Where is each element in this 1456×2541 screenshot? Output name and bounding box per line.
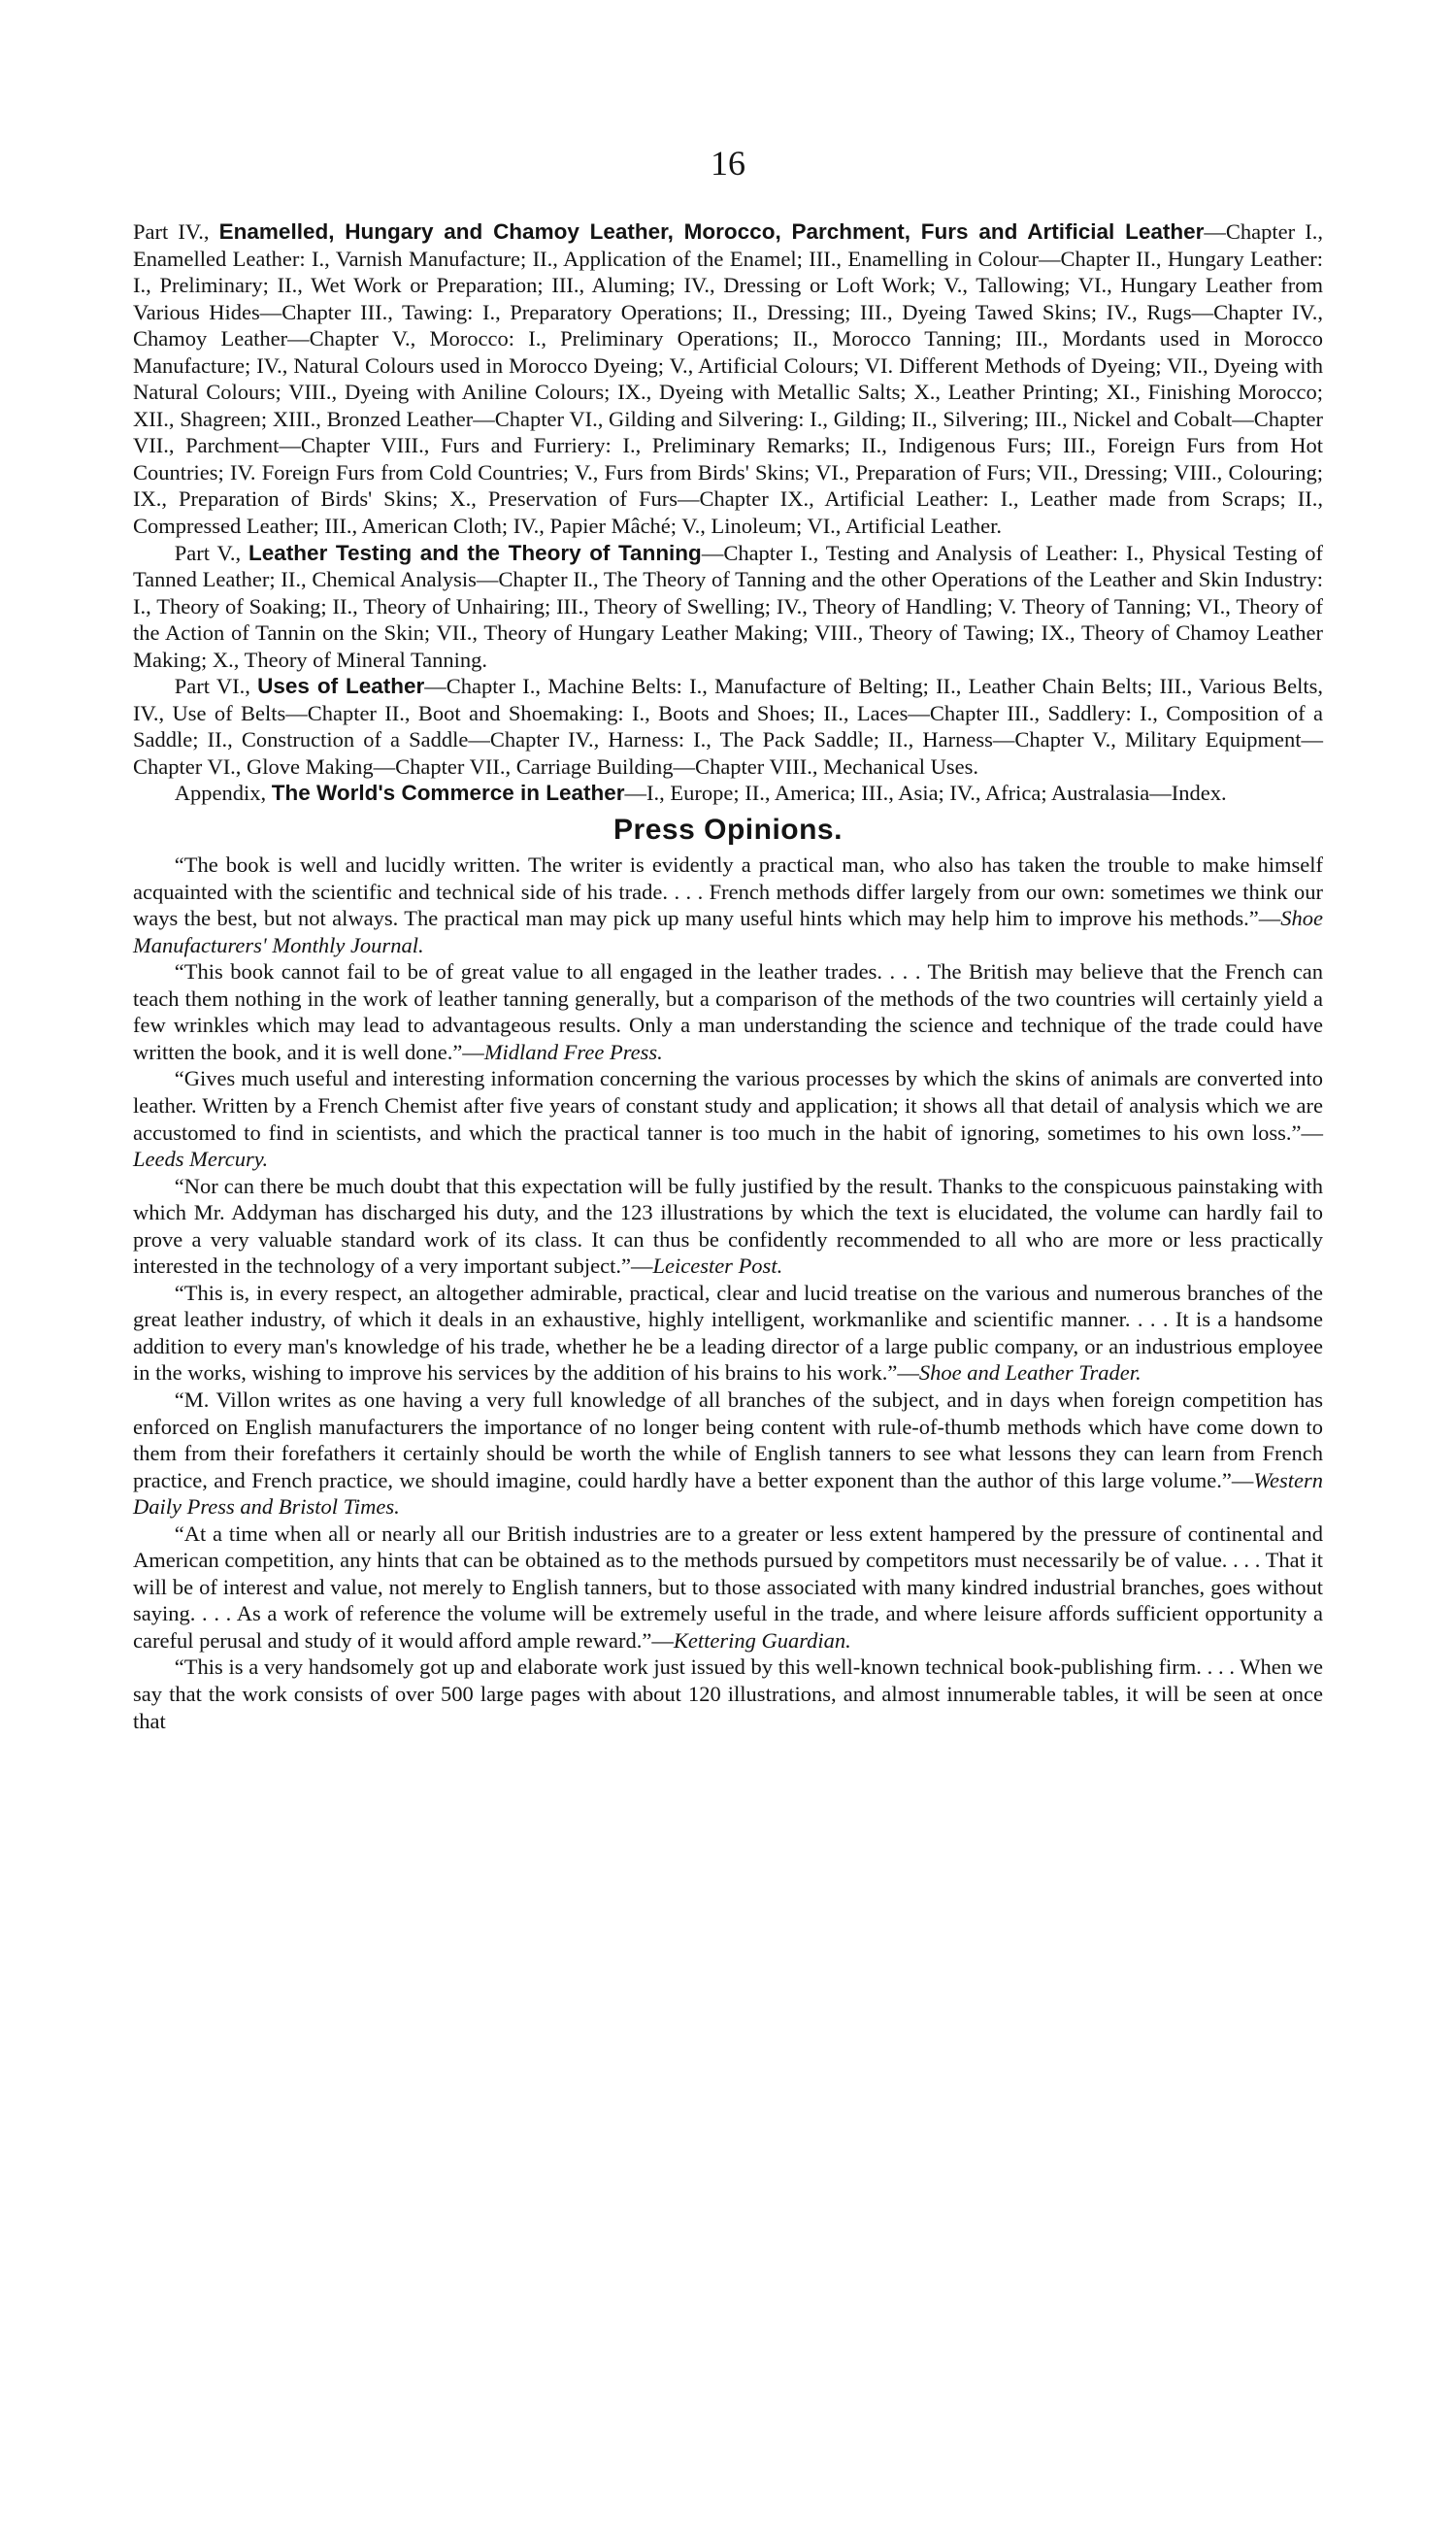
opinion-source: Shoe and Leather Trader. xyxy=(918,1360,1142,1386)
press-opinion xyxy=(133,1387,1323,1521)
part-heading: Leather Testing and the Theory of Tanning xyxy=(248,540,702,565)
press-opinion xyxy=(133,1173,1323,1280)
part-heading: Enamelled, Hungary and Chamoy Leather, Morocco, Parchment, Furs and Artificial Leather xyxy=(218,219,1205,244)
press-opinion xyxy=(133,958,1323,1065)
part-body: —I., Europe; II., America; III., Asia; IV., Africa; Australasia—Index. xyxy=(624,781,1227,806)
press-opinions-heading: Press Opinions. xyxy=(613,814,843,847)
contents-part-vi xyxy=(133,673,1323,780)
opinion-source: Midland Free Press. xyxy=(483,1039,663,1064)
opinion-text: “This is, in every respect, an altogether admirable, practical, clear and lucid treatise on the various and numerous branches of the great leather industry, of which it deals in an exhaustive, highly intelligent, workmanlike and scientific manner. . . . It is a handsome addition to every man's knowledge of his trade, whether he be a leading director of a large public company, or an industrious employee in the works, wishing to improve his services by the addition of his brains to his work.”— xyxy=(133,1280,1323,1386)
press-opinion xyxy=(133,852,1323,958)
contents-appendix xyxy=(133,780,1323,807)
part-body: —Chapter I., Machine Belts: I., Manufacture of Belting; II., Leather Chain Belts; III., Various Belts, IV., Use of Belts—Chapter II., Boot and Shoemaking: I., Boots and Shoes; II., Laces—Chapter III., Saddlery: I., Composition of a Saddle; II., Construction of a Saddle—Chapter IV., Harness: I., The Pack Saddle; II., Harness—Chapter V., Military Equipment—Chapter VI., Glove Making—Chapter VII., Carriage Building—Chapter VIII., Mechanical Uses. xyxy=(133,674,1323,779)
part-heading: Uses of Leather xyxy=(257,674,425,699)
opinion-source: Leicester Post. xyxy=(652,1254,783,1279)
opinion-source: Western Daily Press and Bristol Times. xyxy=(133,1467,1323,1520)
part-label: Part VI., xyxy=(174,674,258,699)
opinion-text: “The book is well and lucidly written. The writer is evidently a practical man, who also has taken the trouble to make himself acquainted with the scientific and technical side of his trade. . . . French methods differ largely from our own: sometimes we think our ways the best, but not always. The practical man may pick up many useful hints which may help him to improve his methods.”— xyxy=(133,853,1323,931)
opinion-text: “This is a very handsomely got up and elaborate work just issued by this well-known technical book-publishing firm. . . . When we say that the work consists of over 500 large pages with about 120 illustrations, and almost innumerable tables, it will be seen at once that xyxy=(133,1655,1323,1733)
opinion-text: “At a time when all or nearly all our British industries are to a greater or less extent hampered by the pressure of continental and American competition, any hints that can be obtained as to the methods pursued by competitors must necessarily be of value. . . . That it will be of interest and value, not merely to English tanners, but to those associated with many kindred industrial branches, goes without saying. . . . As a work of reference the volume will be extremely useful in the trade, and where leisure affords sufficient opportunity a careful perusal and study of it would afford ample reward.”— xyxy=(133,1521,1323,1653)
press-opinion xyxy=(133,1654,1323,1734)
press-opinion xyxy=(133,1065,1323,1172)
part-label: Part V., xyxy=(174,540,249,565)
opinion-text: “Nor can there be much doubt that this expectation will be fully justified by the result. Thanks to the conspicuous painstaking with which Mr. Addyman has discharged his duty, and the 123 illustrations by which the text is elucidated, the volume can hardly fail to prove a very valuable standard work of its class. It can thus be confidently recommended to all who are more or less practically interested in the technology of a very important subject.”— xyxy=(133,1173,1323,1279)
press-opinion xyxy=(133,1280,1323,1387)
opinion-source: Kettering Guardian. xyxy=(673,1627,851,1653)
part-body: —Chapter I., Testing and Analysis of Leather: I., Physical Testing of Tanned Leather; II., Chemical Analysis—Chapter II., The Theory of Tanning and the other Operations of the Leather and Skin Industry: I., Theory of Soaking; II., Theory of Unhairing; III., Theory of Swelling; IV., Theory of Handling; V. Theory of Tanning; VI., Theory of the Action of Tannin on the Skin; VII., Theory of Hungary Leather Making; VIII., Theory of Tawing; IX., Theory of Chamoy Leather Making; X., Theory of Mineral Tanning. xyxy=(133,540,1323,672)
page-number: 16 xyxy=(711,144,745,183)
page-content xyxy=(133,218,1323,1734)
opinion-source: Leeds Mercury. xyxy=(133,1147,269,1172)
press-opinion xyxy=(133,1521,1323,1655)
contents-part-iv xyxy=(133,218,1323,540)
part-heading: The World's Commerce in Leather xyxy=(271,781,625,806)
opinion-text: “This book cannot fail to be of great value to all engaged in the leather trades. . . . The British may believe that the French can teach them nothing in the work of leather tanning generally, but a comparison of the methods of the two countries will certainly yield a few wrinkles which may lead to advantageous results. Only a man understanding the science and technique of the trade could have written the book, and it is well done.”— xyxy=(133,959,1323,1064)
opinion-source: Shoe Manufacturers' Monthly Journal. xyxy=(133,906,1323,957)
part-body: —Chapter I., Enamelled Leather: I., Varnish Manufacture; II., Application of the Enamel; III., Enamelling in Colour—Chapter II., Hungary Leather: I., Preliminary; II., Wet Work or Preparation; III., Aluming; IV., Dressing or Loft Work; V., Tallowing; VI., Hungary Leather from Various Hides—Chapter III., Tawing: I., Preparatory Operations; II., Dressing; III., Dyeing Tawed Skins; IV., Rugs—Chapter IV., Chamoy Leather—Chapter V., Morocco: I., Preliminary Operations; II., Morocco Tanning; III., Mordants used in Morocco Manufacture; IV., Natural Colours used in Morocco Dyeing; V., Artificial Colours; VI. Different Methods of Dyeing; VII., Dyeing with Natural Colours; VIII., Dyeing with Aniline Colours; IX., Dyeing with Metallic Salts; X., Leather Printing; XI., Finishing Morocco; XII., Shagreen; XIII., Bronzed Leather—Chapter VI., Gilding and Silvering: I., Gilding; II., Silvering; III., Nickel and Cobalt—Chapter VII., Parchment—Chapter VIII., Furs and Furriery: I., Preliminary Remarks; II., Indigenous Furs; III., Foreign Furs from Hot Countries; IV. Foreign Furs from Cold Countries; V., Furs from Birds' Skins; VI., Preparation of Furs; VII., Dressing; VIII., Colouring; IX., Preparation of Birds' Skins; X., Preservation of Furs—Chapter IX., Artificial Leather: I., Leather made from Scraps; II., Compressed Leather; III., American Cloth; IV., Papier Mâché; V., Linoleum; VI., Artificial Leather. xyxy=(133,219,1323,539)
part-label: Part IV., xyxy=(133,219,219,244)
part-label: Appendix, xyxy=(174,781,272,806)
contents-part-v xyxy=(133,540,1323,674)
opinion-text: “M. Villon writes as one having a very full knowledge of all branches of the subject, and in days when foreign competition has enforced on English manufacturers the importance of no longer being content with rule-of-thumb methods which have come down to them from their forefathers it certainly should be worth the while of English tanners to see what lessons they can learn from French practice, and French practice, we should imagine, could hardly have a better exponent than the author of this large volume.”— xyxy=(133,1387,1323,1492)
opinion-text: “Gives much useful and interesting information concerning the various processes by which the skins of animals are converted into leather. Written by a French Chemist after five years of constant study and application; it shows all that detail of analysis which we are accustomed to find in scientists, and which the practical tanner is too much in the habit of ignoring, sometimes to his own loss.”— xyxy=(133,1066,1323,1145)
